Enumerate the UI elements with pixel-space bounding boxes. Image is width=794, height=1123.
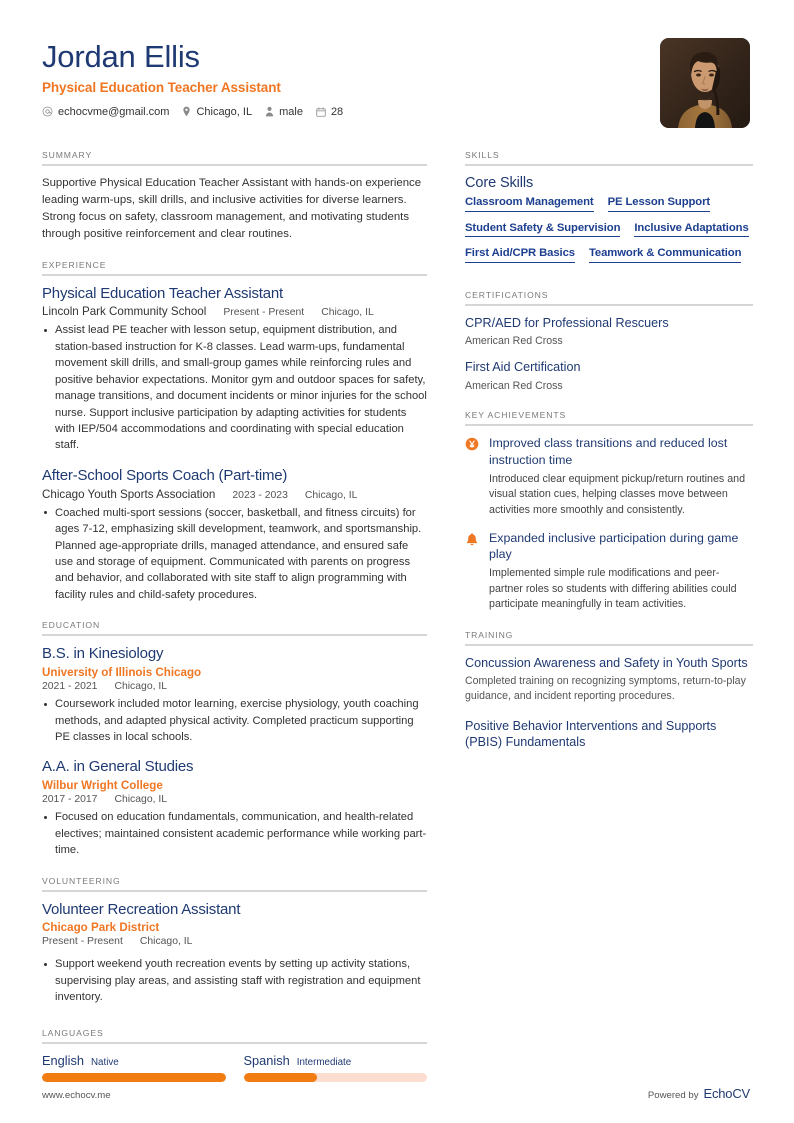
- at-icon: [42, 106, 53, 117]
- training-title: Concussion Awareness and Safety in Youth Sports: [465, 655, 748, 670]
- powered-by-label: Powered by: [647, 1090, 699, 1101]
- bullet-item: Focused on education fundamentals, communication, and health-related electives; maintained consistent academic performance while working part-time.: [42, 809, 427, 858]
- volunteering-location: Chicago, IL: [139, 936, 193, 948]
- skill-tag: First Aid/CPR Basics: [465, 247, 575, 263]
- section-label-skills: SKILLS: [465, 150, 500, 160]
- volunteering-org: Chicago Park District: [42, 921, 160, 935]
- coin-badge-icon: [465, 435, 480, 518]
- contact-age-value: 28: [330, 105, 344, 118]
- education-degree: A.A. in General Studies: [42, 758, 194, 776]
- skills-tag-list: [465, 196, 753, 273]
- education-school: University of Illinois Chicago: [42, 666, 202, 680]
- experience-org: Lincoln Park Community School: [42, 305, 207, 319]
- experience-title: After-School Sports Coach (Part-time): [42, 466, 288, 484]
- achievement-description: Introduced clear equipment pickup/return routines and visual station cues, helping classes move between activities more smoothly and consistently.: [489, 472, 746, 516]
- section-divider: [42, 274, 427, 276]
- section-experience: [42, 260, 427, 604]
- page-footer: [42, 1086, 750, 1101]
- calendar-icon: [316, 107, 326, 117]
- education-school: Wilbur Wright College: [42, 779, 163, 793]
- section-divider: [42, 1042, 427, 1044]
- job-title: Physical Education Teacher Assistant: [42, 79, 281, 95]
- language-level: Native: [90, 1056, 119, 1068]
- section-divider: [465, 424, 753, 426]
- achievement-description: Implemented simple rule modifications and peer-partner roles so students with differing abilities could participate meaningfully in team activities.: [489, 567, 737, 611]
- experience-title: Physical Education Teacher Assistant: [42, 284, 283, 302]
- section-label-languages: LANGUAGES: [42, 1027, 104, 1038]
- education-degree: B.S. in Kinesiology: [42, 645, 164, 663]
- experience-dates: 2023 - 2023: [232, 489, 288, 501]
- profile-photo-illustration: [660, 38, 750, 128]
- contact-gender-value: male: [279, 105, 303, 118]
- experience-item: [42, 467, 427, 603]
- section-divider: [465, 164, 753, 166]
- resume-header: [42, 38, 750, 128]
- certification-item: [465, 359, 753, 393]
- avatar: [660, 38, 750, 128]
- header-text-block: [42, 38, 343, 118]
- volunteering-bullets: [42, 956, 427, 1005]
- location-pin-icon: [182, 106, 191, 117]
- language-progress-fill: [244, 1073, 317, 1082]
- skill-tag: Student Safety & Supervision: [465, 222, 620, 238]
- achievement-body: [489, 435, 753, 518]
- section-label-experience: EXPERIENCE: [42, 259, 107, 270]
- contact-email: [42, 106, 169, 118]
- achievement-item: [465, 530, 753, 613]
- training-description: Completed training on recognizing symptoms, return-to-play guidance, and incident reporting procedures.: [465, 675, 746, 702]
- bullet-item: Coached multi-sport sessions (soccer, basketball, and fitness circuits) for ages 7-12, emphasizing skill development, teamwork, and sportsmanship. Planned age-appropriate drills, managed attendance, and ensured safe use and storage of equipment. Communicated with parents on progress and behavior, and collaborated with site staff to align programming with facility rules and child-safety procedures.: [42, 505, 427, 604]
- volunteering-meta: [42, 936, 427, 947]
- left-column: [42, 150, 427, 1099]
- language-level: Intermediate: [296, 1056, 352, 1068]
- person-icon: [265, 106, 274, 117]
- education-location: Chicago, IL: [114, 794, 168, 806]
- language-name: Spanish: [243, 1052, 290, 1068]
- skills-group-title: Core Skills: [465, 175, 534, 191]
- achievement-item: [465, 435, 753, 518]
- language-progress-fill: [42, 1073, 226, 1082]
- education-location: Chicago, IL: [114, 681, 168, 693]
- experience-meta: [42, 305, 427, 318]
- experience-org: Chicago Youth Sports Association: [42, 487, 216, 501]
- bullet-item: Coursework included motor learning, exercise physiology, youth coaching methods, and adapted physical activity. Completed practicum supporting PE classes in local schools.: [42, 696, 427, 745]
- education-item: [42, 758, 427, 858]
- language-name: English: [42, 1052, 84, 1068]
- training-item: [465, 718, 753, 750]
- brand-name: EchoCV: [703, 1086, 750, 1101]
- volunteering-title: Volunteer Recreation Assistant: [42, 900, 241, 918]
- experience-bullets: [42, 322, 427, 454]
- section-label-education: EDUCATION: [42, 620, 101, 631]
- section-divider: [42, 164, 427, 166]
- section-divider: [42, 634, 427, 636]
- achievement-title: Expanded inclusive participation during game play: [489, 531, 739, 562]
- summary-text: Supportive Physical Education Teacher Assistant with hands-on experience leading warm-ups, skill drills, and inclusive activities for diverse learners. Strong focus on safety, classroom management, and motivating students through positive reinforcement and clear routines.: [42, 177, 422, 240]
- footer-url: www.echocv.me: [42, 1090, 111, 1101]
- achievement-body: [489, 530, 753, 613]
- section-label-certifications: CERTIFICATIONS: [465, 289, 549, 300]
- language-item: [244, 1053, 428, 1082]
- education-dates: 2021 - 2021: [42, 681, 98, 693]
- skill-tag: PE Lesson Support: [608, 196, 711, 212]
- contact-email-value: echocvme@gmail.com: [58, 105, 170, 118]
- language-head: [244, 1053, 428, 1068]
- education-item: [42, 645, 427, 745]
- education-dates: 2017 - 2017: [42, 794, 98, 806]
- volunteering-dates: Present - Present: [42, 936, 123, 948]
- achievement-title: Improved class transitions and reduced lost instruction time: [489, 436, 728, 467]
- experience-item: [42, 285, 427, 454]
- certification-title: First Aid Certification: [465, 360, 581, 375]
- section-skills: [465, 150, 753, 273]
- certification-issuer: American Red Cross: [465, 379, 563, 392]
- experience-meta: [42, 488, 427, 501]
- education-bullets: [42, 809, 427, 858]
- volunteering-item: [42, 901, 427, 1006]
- language-progress-track: [244, 1073, 428, 1082]
- experience-location: Chicago, IL: [321, 307, 374, 319]
- skill-tag: Teamwork & Communication: [589, 247, 741, 263]
- contact-location-value: Chicago, IL: [196, 105, 253, 118]
- page-title: Jordan Ellis: [42, 39, 200, 74]
- section-volunteering: [42, 876, 427, 1006]
- section-summary: [42, 150, 427, 243]
- content-columns: [42, 150, 750, 1099]
- education-meta: [42, 681, 427, 692]
- language-head: [42, 1053, 226, 1068]
- skill-tag: Classroom Management: [465, 196, 594, 212]
- certification-item: [465, 315, 753, 349]
- contact-gender: [265, 106, 303, 118]
- section-divider: [42, 890, 427, 892]
- training-item: [465, 655, 753, 704]
- language-item: [42, 1053, 226, 1082]
- language-progress-track: [42, 1073, 226, 1082]
- certification-issuer: American Red Cross: [465, 334, 563, 347]
- languages-list: [42, 1053, 427, 1082]
- experience-dates: Present - Present: [223, 307, 305, 319]
- contact-location: [182, 106, 252, 118]
- skill-tag: Inclusive Adaptations: [634, 222, 748, 238]
- section-languages: [42, 1028, 427, 1082]
- section-label-volunteering: VOLUNTEERING: [42, 875, 121, 886]
- section-label-training: TRAINING: [465, 629, 514, 640]
- experience-bullets: [42, 505, 427, 604]
- section-education: [42, 620, 427, 858]
- section-achievements: [465, 410, 753, 613]
- section-training: [465, 630, 753, 750]
- footer-branding: [648, 1086, 750, 1101]
- contact-row: [42, 106, 343, 118]
- education-meta: [42, 794, 427, 805]
- section-label-summary: SUMMARY: [42, 150, 93, 160]
- experience-location: Chicago, IL: [304, 489, 358, 501]
- education-bullets: [42, 696, 427, 745]
- training-title: Positive Behavior Interventions and Supports (PBIS) Fundamentals: [465, 718, 717, 749]
- section-label-achievements: KEY ACHIEVEMENTS: [465, 410, 567, 421]
- bullet-item: Support weekend youth recreation events by setting up activity stations, supervising play areas, and assisting staff with registration and equipment inventory.: [42, 956, 427, 1005]
- section-divider: [465, 304, 753, 306]
- bullet-item: Assist lead PE teacher with lesson setup, equipment distribution, and station-based instruction for K-8 classes. Lead warm-ups, fundamental movement skill drills, and small-group games while reinforcing rules and positive behavior expectations. Monitor gym and outdoor spaces for safety, manage transitions, and document incidents or minor injuries for the school nurse. Support inclusive participation by adapting activities for students with IEP/504 accommodations and coordinating with special education staff.: [42, 322, 427, 454]
- right-column: [465, 150, 753, 1099]
- section-divider: [465, 644, 753, 646]
- contact-age: [316, 106, 343, 118]
- bell-icon: [465, 530, 480, 613]
- section-certifications: [465, 290, 753, 394]
- certification-title: CPR/AED for Professional Rescuers: [465, 315, 669, 330]
